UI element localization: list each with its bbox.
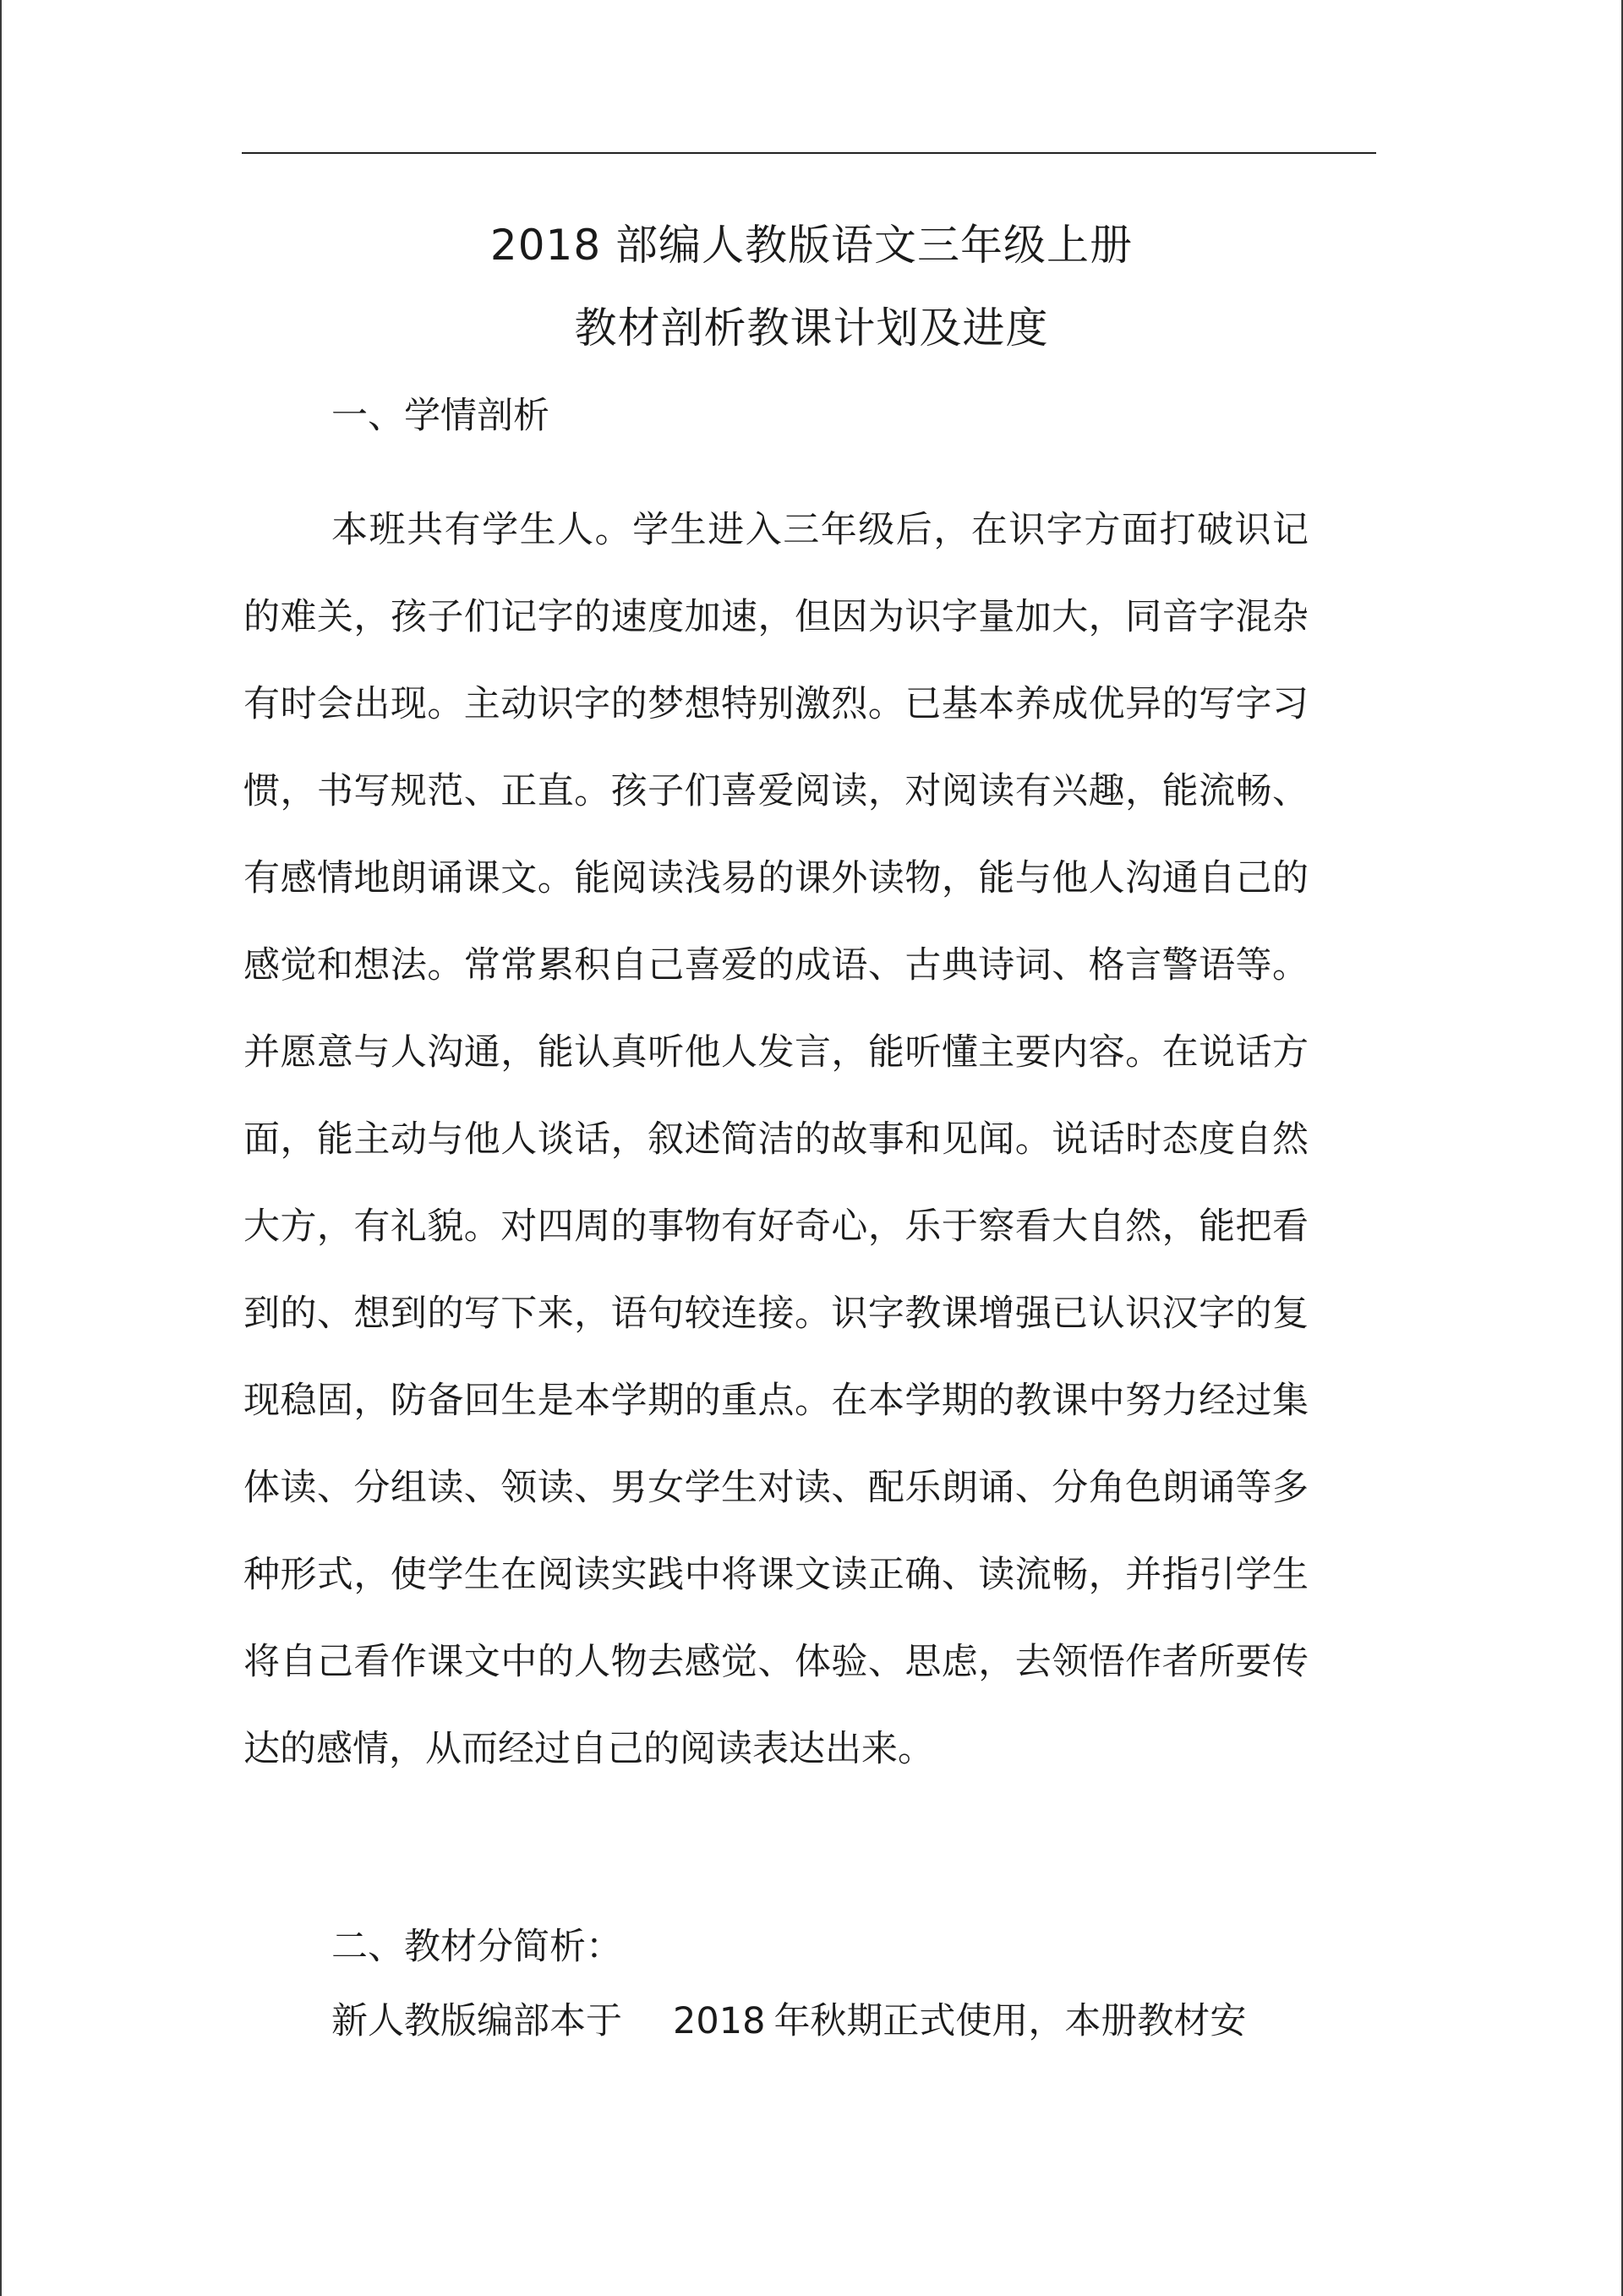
section-heading-textbook-analysis: 二、教材分简析： <box>331 1926 622 1968</box>
header-rule <box>242 152 1376 154</box>
textbook-intro-prefix: 新人教版编部本于 <box>331 2000 622 2042</box>
document-title: 2018 部编人教版语文三年级上册 <box>489 221 1134 270</box>
textbook-intro-suffix: 年秋期正式使用，本册教材安 <box>773 2000 1247 2042</box>
textbook-intro-line <box>331 1999 1246 2043</box>
document-subtitle: 教材剖析教课计划及进度 <box>574 303 1049 353</box>
student-analysis-paragraph: 本班共有学生人。学生进入三年级后，在识字方面打破识记的难关，孩子们记字的速度加速，但因为识字量加大，同音字混杂有时会出现。主动识字的梦想特别激烈。已基本养成优异的写字习惯，书写规范、正直。孩子们喜爱阅读，对阅读有兴趣，能流畅、有感情地朗诵课文。能阅读浅易的课外读物，能与他人沟通自己的感觉和想法。常常累积自己喜爱的成语、古典诗词、格言警语等。并愿意与人沟通，能认真听他人发言，能听懂主要内容。在说话方面，能主动与他人谈话，叙述简洁的故事和见闻。说话时态度自然大方，有礼貌。对四周的事物有好奇心，乐于察看大自然，能把看到的、想到的写下来，语句较连接。识字教课增强已认识汉字的复现稳固，防备回生是本学期的重点。在本学期的教课中努力经过集体读、分组读、领读、男女学生对读、配乐朗诵、分角色朗诵等多种形式，使学生在阅读实践中将课文读正确、读流畅，并指引学生将自己看作课文中的人物去感觉、体验、思虑，去领悟作者所要传达的感情，从而经过自己的阅读表达出来。 <box>243 509 1309 1770</box>
section-heading-student-analysis: 一、学情剖析 <box>331 395 549 437</box>
textbook-intro-year: 2018 <box>673 2000 766 2042</box>
